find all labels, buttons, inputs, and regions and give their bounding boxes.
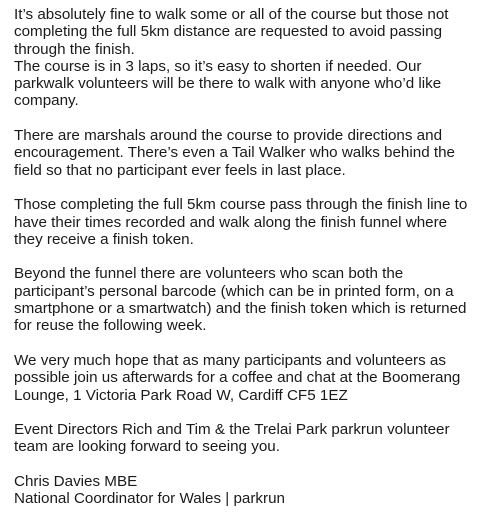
text-line: possible join us afterwards for a coffee and chat at the Boomerang	[14, 369, 461, 387]
paragraph-coffee	[14, 352, 486, 404]
text-line: through the finish.	[14, 40, 135, 58]
paragraph-marshals	[14, 127, 486, 179]
paragraph-finish-line	[14, 196, 486, 248]
text-line: Beyond the funnel there are volunteers who scan both the	[14, 265, 404, 283]
text-line: field so that no participant ever feels in last place.	[14, 161, 346, 179]
text-line: parkwalk volunteers will be there to walk with anyone who’d like	[14, 75, 442, 93]
signature-block	[14, 473, 486, 508]
paragraph-barcode	[14, 265, 486, 334]
text-line: There are marshals around the course to provide directions and	[14, 127, 443, 145]
text-line: Lounge, 1 Victoria Park Road W, Cardiff CF5 1EZ	[14, 386, 348, 404]
paragraph-walking	[14, 6, 486, 110]
signature-title: National Coordinator for Wales | parkrun	[14, 490, 285, 508]
text-line: participant’s personal barcode (which can be in printed form, on a	[14, 282, 454, 300]
text-line: they receive a finish token.	[14, 230, 194, 248]
text-line: It’s absolutely fine to walk some or all of the course but those not	[14, 6, 449, 23]
text-line: Those completing the full 5km course pass through the finish line to	[14, 196, 468, 214]
text-line: Event Directors Rich and Tim & the Trelai Park parkrun volunteer	[14, 421, 450, 439]
text-line: company.	[14, 92, 79, 110]
text-line: have their times recorded and walk along the finish funnel where	[14, 213, 448, 231]
signature-name: Chris Davies MBE	[14, 473, 138, 491]
text-line: encouragement. There’s even a Tail Walker who walks behind the	[14, 144, 455, 162]
text-line: completing the full 5km distance are requested to avoid passing	[14, 23, 443, 41]
document-body	[14, 6, 486, 508]
text-line: for reuse the following week.	[14, 317, 207, 335]
text-line: We very much hope that as many participants and volunteers as	[14, 351, 446, 369]
paragraph-event-directors	[14, 421, 486, 456]
text-line: team are looking forward to seeing you.	[14, 438, 280, 456]
text-line: The course is in 3 laps, so it’s easy to shorten if needed. Our	[14, 57, 422, 75]
text-line: smartphone or a smartwatch) and the finish token which is returned	[14, 300, 467, 318]
